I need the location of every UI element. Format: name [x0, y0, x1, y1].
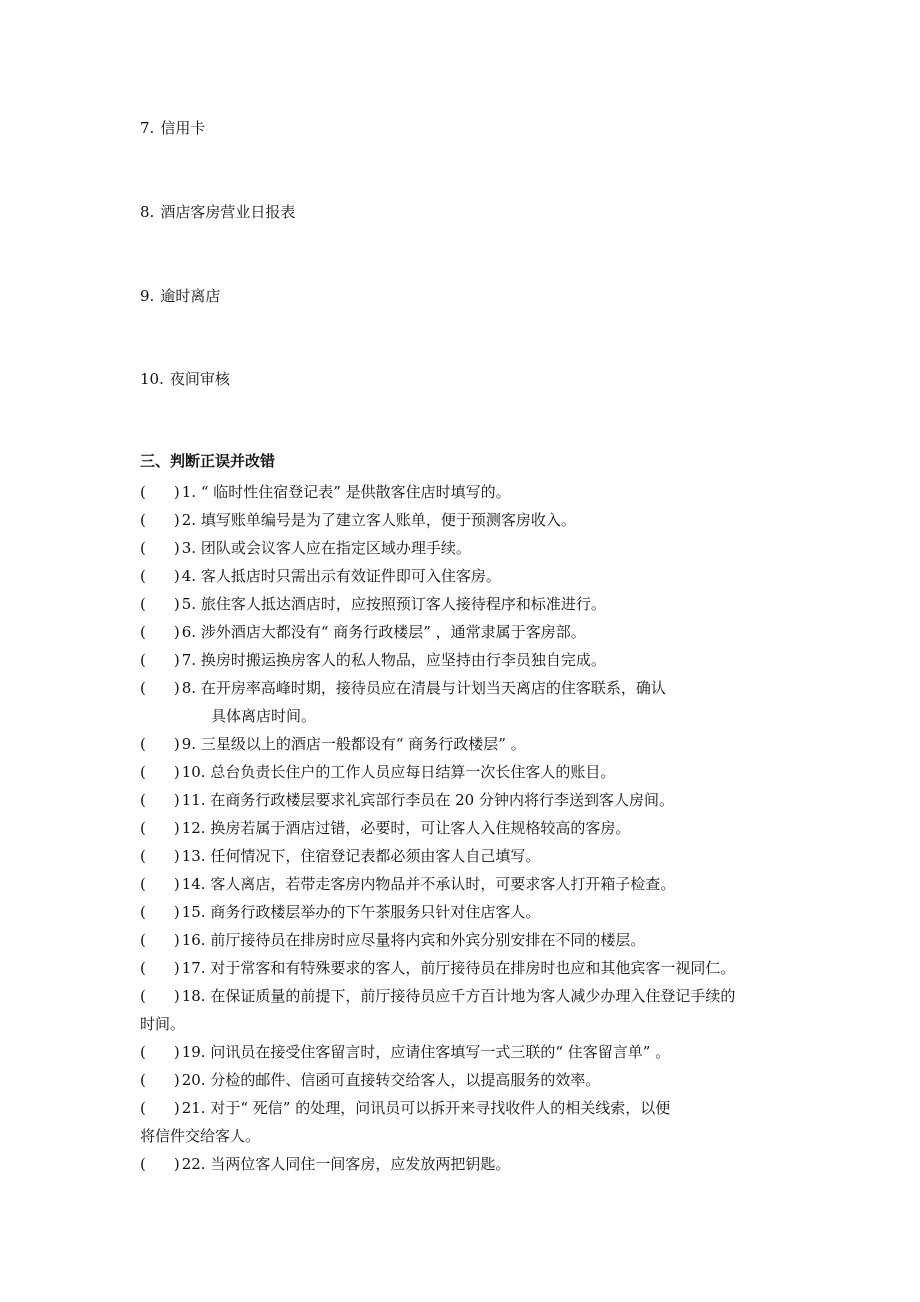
question-number: 2.	[181, 511, 197, 529]
answer-close-paren: )	[173, 1043, 180, 1061]
answer-open-paren: (	[140, 959, 146, 977]
question-text: 在开房率高峰时期，接待员应在清晨与计划当天离店的住客联系，确认	[200, 679, 666, 697]
question-number: 20.	[181, 1071, 206, 1089]
question-item	[140, 534, 790, 562]
question-text-continuation: 具体离店时间。	[211, 707, 317, 725]
answer-close-paren: )	[173, 623, 180, 641]
question-text: 在商务行政楼层要求礼宾部行李员在 20 分钟内将行李送到客人房间。	[210, 791, 674, 809]
question-text: 换房时搬运换房客人的私人物品，应坚持由行李员独自完成。	[200, 651, 606, 669]
question-text: 分检的邮件、信函可直接转交给客人，以提高服务的效率。	[210, 1071, 601, 1089]
answer-close-paren: )	[173, 847, 180, 865]
question-text-continuation: 将信件交给客人。	[140, 1127, 261, 1145]
answer-close-paren: )	[173, 483, 180, 501]
question-number: 11.	[181, 791, 206, 809]
answer-close-paren: )	[173, 791, 180, 809]
question-item	[140, 506, 790, 534]
term-9	[140, 286, 220, 306]
answer-open-paren: (	[140, 595, 146, 613]
question-text: 任何情况下，住宿登记表都必须由客人自己填写。	[210, 847, 541, 865]
answer-close-paren: )	[173, 987, 180, 1005]
answer-close-paren: )	[173, 651, 180, 669]
question-item	[140, 730, 790, 758]
answer-open-paren: (	[140, 679, 146, 697]
term-number: 10.	[140, 370, 164, 388]
section-title: 三、判断正误并改错	[140, 452, 276, 470]
answer-close-paren: )	[173, 539, 180, 557]
question-item	[140, 786, 790, 814]
question-number: 12.	[181, 819, 206, 837]
question-text: 在保证质量的前提下，前厅接待员应千方百计地为客人减少办理入住登记手续的	[210, 987, 736, 1005]
question-item	[140, 898, 790, 926]
answer-close-paren: )	[173, 903, 180, 921]
question-item	[140, 982, 790, 1010]
question-number: 9.	[181, 735, 197, 753]
answer-open-paren: (	[140, 791, 146, 809]
term-number: 7.	[140, 119, 155, 137]
term-text: 信用卡	[160, 119, 206, 137]
question-item	[140, 1066, 790, 1094]
question-item	[140, 758, 790, 786]
question-item	[140, 590, 790, 618]
answer-open-paren: (	[140, 819, 146, 837]
question-item	[140, 814, 790, 842]
answer-close-paren: )	[173, 875, 180, 893]
answer-close-paren: )	[173, 735, 180, 753]
answer-close-paren: )	[173, 931, 180, 949]
question-item	[140, 1150, 790, 1178]
question-text: 问讯员在接受住客留言时，应请住客填写一式三联的“ 住客留言单” 。	[210, 1043, 671, 1061]
term-text: 夜间审核	[169, 370, 230, 388]
answer-close-paren: )	[173, 679, 180, 697]
answer-close-paren: )	[173, 567, 180, 585]
question-text: 涉外酒店大都没有“ 商务行政楼层” ，通常隶属于客房部。	[200, 623, 586, 641]
answer-open-paren: (	[140, 651, 146, 669]
question-text: 三星级以上的酒店一般都设有“ 商务行政楼层” 。	[200, 735, 526, 753]
question-text-continuation: 时间。	[140, 1015, 186, 1033]
question-number: 8.	[181, 679, 197, 697]
question-number: 18.	[181, 987, 206, 1005]
question-text: 换房若属于酒店过错，必要时，可让客人入住规格较高的客房。	[210, 819, 631, 837]
answer-open-paren: (	[140, 623, 146, 641]
answer-close-paren: )	[173, 819, 180, 837]
question-item	[140, 562, 790, 590]
question-number: 4.	[181, 567, 197, 585]
question-text: 团队或会议客人应在指定区域办理手续。	[200, 539, 471, 557]
answer-open-paren: (	[140, 847, 146, 865]
question-text: 填写账单编号是为了建立客人账单，便于预测客房收入。	[200, 511, 576, 529]
question-item	[140, 646, 790, 674]
term-text: 酒店客房营业日报表	[160, 203, 296, 221]
question-number: 10.	[181, 763, 206, 781]
question-text: 前厅接待员在排房时应尽量将内宾和外宾分别安排在不同的楼层。	[210, 931, 646, 949]
question-item	[140, 1094, 790, 1122]
answer-open-paren: (	[140, 1043, 146, 1061]
term-7	[140, 118, 205, 138]
answer-close-paren: )	[173, 595, 180, 613]
question-item	[140, 618, 790, 646]
term-number: 8.	[140, 203, 155, 221]
true-false-list	[140, 478, 790, 1178]
answer-open-paren: (	[140, 567, 146, 585]
answer-close-paren: )	[173, 1155, 180, 1173]
answer-close-paren: )	[173, 959, 180, 977]
answer-close-paren: )	[173, 1099, 180, 1117]
answer-close-paren: )	[173, 511, 180, 529]
question-item	[140, 674, 790, 702]
question-item	[140, 478, 790, 506]
answer-open-paren: (	[140, 875, 146, 893]
question-text: 客人离店，若带走客房内物品并不承认时，可要求客人打开箱子检查。	[210, 875, 676, 893]
question-text: 客人抵店时只需出示有效证件即可入住客房。	[200, 567, 501, 585]
question-item	[140, 842, 790, 870]
question-item	[140, 926, 790, 954]
question-text: 商务行政楼层举办的下午茶服务只针对住店客人。	[210, 903, 541, 921]
answer-open-paren: (	[140, 1099, 146, 1117]
term-text: 逾时离店	[160, 287, 221, 305]
answer-open-paren: (	[140, 1071, 146, 1089]
question-number: 5.	[181, 595, 197, 613]
question-item	[140, 870, 790, 898]
question-number: 15.	[181, 903, 206, 921]
term-number: 9.	[140, 287, 155, 305]
question-number: 17.	[181, 959, 206, 977]
answer-open-paren: (	[140, 987, 146, 1005]
answer-open-paren: (	[140, 483, 146, 501]
question-text: 当两位客人同住一间客房，应发放两把钥匙。	[210, 1155, 511, 1173]
question-text: 总台负责长住户的工作人员应每日结算一次长住客人的账目。	[210, 763, 616, 781]
question-number: 22.	[181, 1155, 206, 1173]
answer-open-paren: (	[140, 735, 146, 753]
question-number: 14.	[181, 875, 206, 893]
answer-open-paren: (	[140, 903, 146, 921]
answer-open-paren: (	[140, 511, 146, 529]
answer-open-paren: (	[140, 1155, 146, 1173]
answer-open-paren: (	[140, 931, 146, 949]
answer-open-paren: (	[140, 539, 146, 557]
question-number: 7.	[181, 651, 197, 669]
question-text: 对于“ 死信” 的处理，问讯员可以拆开来寻找收件人的相关线索，以便	[210, 1099, 671, 1117]
term-8	[140, 202, 295, 222]
question-item	[140, 1038, 790, 1066]
question-number: 1.	[181, 483, 197, 501]
question-text: 对于常客和有特殊要求的客人，前厅接待员在排房时也应和其他宾客一视同仁。	[210, 959, 736, 977]
answer-close-paren: )	[173, 763, 180, 781]
question-number: 6.	[181, 623, 197, 641]
question-number: 13.	[181, 847, 206, 865]
question-number: 3.	[181, 539, 197, 557]
question-number: 19.	[181, 1043, 206, 1061]
question-item	[140, 954, 790, 982]
question-text: 旅住客人抵达酒店时，应按照预订客人接待程序和标准进行。	[200, 595, 606, 613]
question-number: 16.	[181, 931, 206, 949]
answer-open-paren: (	[140, 763, 146, 781]
answer-close-paren: )	[173, 1071, 180, 1089]
term-10	[140, 369, 230, 389]
question-number: 21.	[181, 1099, 206, 1117]
question-text: “ 临时性住宿登记表” 是供散客住店时填写的。	[200, 483, 511, 501]
